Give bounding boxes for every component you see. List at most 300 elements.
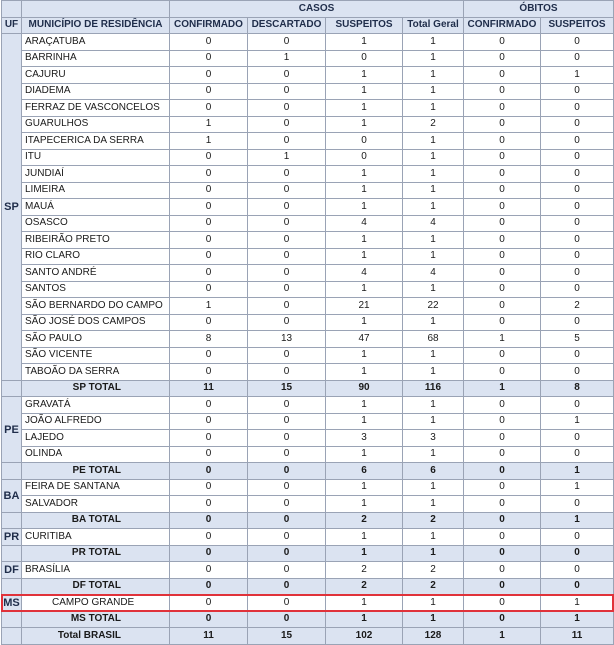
value-cell: 0 [541,116,614,133]
value-cell: 0 [170,562,248,579]
municipio-cell: CURITIBA [22,529,170,546]
value-cell: 0 [464,133,541,150]
value-cell: 0 [541,232,614,249]
grand-total-value: 1 [464,628,541,645]
value-cell: 0 [248,199,326,216]
value-cell: 0 [170,232,248,249]
value-cell: 0 [541,562,614,579]
value-cell: 0 [248,562,326,579]
total-value: 1 [326,611,403,628]
value-cell: 0 [248,595,326,612]
cases-table [1,0,614,645]
total-uf-cell [2,578,22,595]
value-cell: 0 [464,67,541,84]
table-row [2,50,614,67]
value-cell: 0 [248,397,326,414]
table-row [2,133,614,150]
value-cell: 0 [248,298,326,315]
value-cell: 22 [403,298,464,315]
municipio-cell: TABOÃO DA SERRA [22,364,170,381]
total-label: DF TOTAL [22,578,170,595]
value-cell: 21 [326,298,403,315]
table-row [2,529,614,546]
header-obitos: ÓBITOS [464,1,614,18]
total-value: 0 [170,611,248,628]
table-row [2,67,614,84]
table-row [2,364,614,381]
value-cell: 0 [464,595,541,612]
value-cell: 4 [326,215,403,232]
value-cell: 1 [326,166,403,183]
value-cell: 0 [464,430,541,447]
value-cell: 1 [403,281,464,298]
value-cell: 0 [464,479,541,496]
municipio-cell: LIMEIRA [22,182,170,199]
value-cell: 2 [403,562,464,579]
value-cell: 1 [326,100,403,117]
grand-total-value: 11 [170,628,248,645]
total-row [2,611,614,628]
value-cell: 0 [248,496,326,513]
value-cell: 0 [541,529,614,546]
value-cell: 1 [541,479,614,496]
total-value: 0 [248,512,326,529]
table-row [2,347,614,364]
value-cell: 0 [248,314,326,331]
municipio-cell: ARAÇATUBA [22,34,170,51]
value-cell: 1 [403,446,464,463]
value-cell: 0 [464,248,541,265]
value-cell: 0 [541,100,614,117]
value-cell: 1 [403,347,464,364]
value-cell: 1 [541,413,614,430]
value-cell: 1 [170,133,248,150]
table-row [2,430,614,447]
value-cell: 0 [248,281,326,298]
value-cell: 0 [464,446,541,463]
value-cell: 1 [403,133,464,150]
value-cell: 0 [541,215,614,232]
value-cell: 1 [326,347,403,364]
value-cell: 0 [248,232,326,249]
total-label: MS TOTAL [22,611,170,628]
value-cell: 0 [541,281,614,298]
value-cell: 0 [464,34,541,51]
table-row [2,199,614,216]
value-cell: 1 [326,529,403,546]
total-row [2,380,614,397]
total-value: 0 [464,463,541,480]
value-cell: 0 [170,430,248,447]
value-cell: 0 [464,529,541,546]
municipio-cell: RIO CLARO [22,248,170,265]
total-label: PE TOTAL [22,463,170,480]
total-value: 0 [248,611,326,628]
value-cell: 1 [403,100,464,117]
value-cell: 5 [541,331,614,348]
municipio-cell: ITAPECERICA DA SERRA [22,133,170,150]
value-cell: 0 [464,232,541,249]
value-cell: 1 [326,364,403,381]
uf-cell: BA [2,479,22,512]
value-cell: 0 [464,149,541,166]
total-value: 2 [403,578,464,595]
value-cell: 1 [326,281,403,298]
value-cell: 1 [170,298,248,315]
value-cell: 0 [541,265,614,282]
total-value: 1 [541,512,614,529]
value-cell: 1 [326,397,403,414]
table-row [2,232,614,249]
total-label: PR TOTAL [22,545,170,562]
value-cell: 0 [170,446,248,463]
municipio-cell: BARRINHA [22,50,170,67]
value-cell: 1 [326,34,403,51]
total-value: 1 [403,545,464,562]
municipio-cell: CAMPO GRANDE [22,595,170,612]
uf-cell: MS [2,595,22,612]
value-cell: 0 [464,496,541,513]
uf-cell: PR [2,529,22,546]
table-row [2,265,614,282]
value-cell: 1 [326,199,403,216]
total-value: 11 [170,380,248,397]
value-cell: 0 [464,83,541,100]
total-value: 0 [464,611,541,628]
value-cell: 0 [248,529,326,546]
total-uf-cell [2,611,22,628]
value-cell: 0 [170,595,248,612]
value-cell: 4 [326,265,403,282]
table-row [2,479,614,496]
value-cell: 0 [248,133,326,150]
value-cell: 0 [170,166,248,183]
value-cell: 0 [464,281,541,298]
total-value: 1 [541,463,614,480]
table-row [2,215,614,232]
value-cell: 0 [464,215,541,232]
total-value: 2 [326,512,403,529]
total-value: 116 [403,380,464,397]
value-cell: 1 [541,67,614,84]
table-row [2,248,614,265]
value-cell: 0 [248,446,326,463]
value-cell: 0 [170,215,248,232]
value-cell: 0 [170,83,248,100]
header-blank-uf [2,1,22,18]
value-cell: 0 [170,364,248,381]
value-cell: 2 [403,116,464,133]
grand-total-uf-cell [2,628,22,645]
value-cell: 0 [541,364,614,381]
municipio-cell: SANTO ANDRÉ [22,265,170,282]
value-cell: 0 [170,67,248,84]
table-row [2,331,614,348]
value-cell: 0 [464,265,541,282]
value-cell: 0 [248,364,326,381]
municipio-cell: SÃO JOSÉ DOS CAMPOS [22,314,170,331]
value-cell: 0 [170,265,248,282]
table-row [2,413,614,430]
value-cell: 0 [464,199,541,216]
value-cell: 0 [326,50,403,67]
value-cell: 0 [541,446,614,463]
table-row [2,314,614,331]
total-value: 0 [464,512,541,529]
total-value: 0 [541,545,614,562]
value-cell: 1 [403,182,464,199]
value-cell: 0 [541,83,614,100]
value-cell: 3 [326,430,403,447]
value-cell: 1 [403,479,464,496]
value-cell: 4 [403,215,464,232]
value-cell: 0 [464,397,541,414]
value-cell: 0 [170,199,248,216]
value-cell: 0 [464,100,541,117]
table-row [2,83,614,100]
header-casos: CASOS [170,1,464,18]
header-municipio: MUNICÍPIO DE RESIDÊNCIA [22,17,170,34]
value-cell: 1 [326,595,403,612]
total-value: 2 [326,578,403,595]
total-value: 1 [464,380,541,397]
value-cell: 1 [403,595,464,612]
value-cell: 13 [248,331,326,348]
value-cell: 0 [170,248,248,265]
value-cell: 0 [170,34,248,51]
table-row [2,298,614,315]
value-cell: 1 [403,496,464,513]
value-cell: 1 [464,331,541,348]
table-row [2,149,614,166]
value-cell: 0 [541,347,614,364]
uf-cell: SP [2,34,22,381]
value-cell: 0 [464,314,541,331]
value-cell: 0 [248,430,326,447]
value-cell: 1 [326,67,403,84]
total-value: 8 [541,380,614,397]
value-cell: 0 [541,133,614,150]
value-cell: 1 [403,364,464,381]
value-cell: 1 [403,314,464,331]
value-cell: 0 [248,265,326,282]
total-value: 6 [403,463,464,480]
value-cell: 0 [541,314,614,331]
table-row [2,182,614,199]
value-cell: 0 [248,67,326,84]
municipio-cell: ITU [22,149,170,166]
total-value: 0 [248,463,326,480]
value-cell: 1 [326,314,403,331]
header-confirmado: CONFIRMADO [170,17,248,34]
value-cell: 0 [248,166,326,183]
value-cell: 1 [326,413,403,430]
value-cell: 4 [403,265,464,282]
value-cell: 1 [326,496,403,513]
table-row [2,562,614,579]
value-cell: 1 [541,595,614,612]
total-value: 0 [170,578,248,595]
value-cell: 0 [170,347,248,364]
value-cell: 2 [326,562,403,579]
municipio-cell: JUNDIAÍ [22,166,170,183]
municipio-cell: MAUÁ [22,199,170,216]
table-row [2,595,614,612]
total-uf-cell [2,463,22,480]
total-value: 0 [464,578,541,595]
value-cell: 2 [541,298,614,315]
municipio-cell: SÃO VICENTE [22,347,170,364]
header-total-geral: Total Geral [403,17,464,34]
grand-total-value: 102 [326,628,403,645]
total-value: 1 [541,611,614,628]
table-row [2,116,614,133]
value-cell: 1 [403,248,464,265]
municipio-cell: JOÃO ALFREDO [22,413,170,430]
value-cell: 0 [464,182,541,199]
municipio-cell: RIBEIRÃO PRETO [22,232,170,249]
value-cell: 0 [541,248,614,265]
table-body [2,34,614,645]
table-row [2,496,614,513]
total-value: 15 [248,380,326,397]
value-cell: 0 [248,413,326,430]
municipio-cell: SÃO BERNARDO DO CAMPO [22,298,170,315]
grand-total-value: 11 [541,628,614,645]
total-value: 0 [248,578,326,595]
total-value: 0 [170,545,248,562]
value-cell: 0 [541,430,614,447]
total-value: 6 [326,463,403,480]
value-cell: 0 [541,166,614,183]
value-cell: 0 [170,100,248,117]
value-cell: 0 [541,397,614,414]
value-cell: 0 [464,50,541,67]
total-uf-cell [2,512,22,529]
value-cell: 0 [170,479,248,496]
header-obitos-suspeitos: SUSPEITOS [541,17,614,34]
value-cell: 0 [170,149,248,166]
grand-total-value: 15 [248,628,326,645]
value-cell: 0 [464,364,541,381]
value-cell: 0 [541,182,614,199]
value-cell: 0 [248,34,326,51]
value-cell: 1 [326,232,403,249]
value-cell: 0 [170,281,248,298]
value-cell: 0 [464,562,541,579]
value-cell: 0 [541,34,614,51]
value-cell: 1 [170,116,248,133]
municipio-cell: SANTOS [22,281,170,298]
value-cell: 1 [248,50,326,67]
value-cell: 0 [248,479,326,496]
value-cell: 0 [248,215,326,232]
value-cell: 0 [464,166,541,183]
value-cell: 0 [464,347,541,364]
total-value: 0 [170,463,248,480]
municipio-cell: FEIRA DE SANTANA [22,479,170,496]
total-value: 0 [248,545,326,562]
value-cell: 8 [170,331,248,348]
municipio-cell: CAJURU [22,67,170,84]
value-cell: 1 [403,199,464,216]
value-cell: 0 [248,100,326,117]
total-value: 1 [326,545,403,562]
municipio-cell: GRAVATÁ [22,397,170,414]
value-cell: 1 [326,116,403,133]
total-row [2,463,614,480]
total-label: SP TOTAL [22,380,170,397]
value-cell: 0 [326,133,403,150]
grand-total-value: 128 [403,628,464,645]
value-cell: 0 [248,248,326,265]
value-cell: 0 [541,199,614,216]
municipio-cell: GUARULHOS [22,116,170,133]
value-cell: 1 [326,446,403,463]
value-cell: 1 [403,413,464,430]
municipio-cell: OLINDA [22,446,170,463]
municipio-cell: LAJEDO [22,430,170,447]
value-cell: 0 [541,496,614,513]
municipio-cell: OSASCO [22,215,170,232]
total-value: 0 [170,512,248,529]
header-uf: UF [2,17,22,34]
value-cell: 0 [170,529,248,546]
value-cell: 1 [326,182,403,199]
header-descartado: DESCARTADO [248,17,326,34]
table-row [2,446,614,463]
value-cell: 68 [403,331,464,348]
value-cell: 0 [248,347,326,364]
value-cell: 1 [403,232,464,249]
header-obitos-confirmado: CONFIRMADO [464,17,541,34]
total-uf-cell [2,380,22,397]
value-cell: 1 [403,34,464,51]
value-cell: 1 [403,83,464,100]
value-cell: 1 [403,149,464,166]
value-cell: 0 [248,182,326,199]
value-cell: 0 [464,298,541,315]
total-row [2,512,614,529]
header-blank-municipio [22,1,170,18]
uf-cell: DF [2,562,22,579]
value-cell: 1 [248,149,326,166]
table-row [2,100,614,117]
value-cell: 0 [541,149,614,166]
value-cell: 0 [170,314,248,331]
municipio-cell: SÃO PAULO [22,331,170,348]
value-cell: 0 [541,50,614,67]
municipio-cell: SALVADOR [22,496,170,513]
total-label: BA TOTAL [22,512,170,529]
municipio-cell: BRASÍLIA [22,562,170,579]
value-cell: 47 [326,331,403,348]
value-cell: 1 [403,397,464,414]
uf-cell: PE [2,397,22,463]
total-row [2,578,614,595]
value-cell: 0 [170,182,248,199]
table-row [2,397,614,414]
total-uf-cell [2,545,22,562]
municipio-cell: FERRAZ DE VASCONCELOS [22,100,170,117]
value-cell: 3 [403,430,464,447]
value-cell: 1 [326,83,403,100]
value-cell: 1 [403,166,464,183]
header-suspeitos: SUSPEITOS [326,17,403,34]
grand-total-row [2,628,614,645]
value-cell: 1 [326,479,403,496]
total-value: 2 [403,512,464,529]
